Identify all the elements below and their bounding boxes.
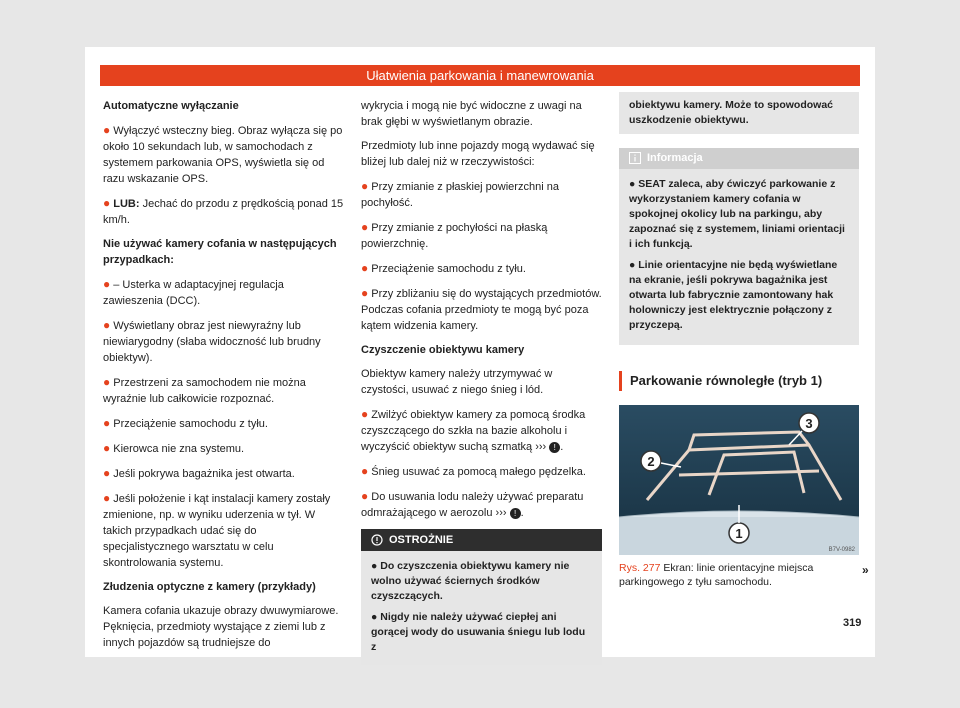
list-item: ● Do czyszczenia obiektywu kamery nie wolno używać ściernych środków czyszczących. [371, 560, 570, 602]
callout-2-label: 2 [647, 454, 655, 469]
bullet-icon: ● [103, 416, 111, 430]
bullet-icon: ● [103, 491, 111, 505]
caution-header: OSTROŻNIE [361, 529, 602, 551]
list-item: ● Przeciążenie samochodu z tyłu. [103, 416, 268, 430]
paragraph: Przedmioty lub inne pojazdy mogą wydawać się bliżej lub dalej niż w rzeczywistości: [361, 140, 595, 168]
callout-3-label: 3 [805, 416, 813, 431]
paragraph: wykrycia i mogą nie być widoczne z uwagi na brak głębi w wyświetlanym obrazie. [361, 100, 582, 128]
list-item: ● LUB: Jechać do przodu z prędkością ponad 15 km/h. [103, 196, 344, 226]
list-item: ● Przy zbliżaniu się do wystających przedmiotów. Podczas cofania przedmioty te mogą być poza kątem widzenia kamery. [361, 286, 602, 332]
page-number: 319 [843, 617, 862, 629]
list-item: ● Jeśli pokrywa bagażnika jest otwarta. [103, 466, 295, 480]
bullet-icon: ● [371, 560, 381, 572]
warning-ref-icon: ! [510, 508, 521, 519]
list-item: ● SEAT zaleca, aby ćwiczyć parkowanie z wykorzystaniem kamery cofania w spokojnej okolicy lub na parkingu, aby zapoznać się z systemem, liniami orientacji i ich funkcją. [629, 178, 845, 250]
caution-icon [371, 534, 383, 546]
list-item: ● Śnieg usuwać za pomocą małego pędzelka. [361, 464, 586, 478]
bullet-icon: ● [103, 441, 111, 455]
camera-figure [619, 405, 859, 555]
warning-ref-icon: ! [549, 442, 560, 453]
heading-auto-off: Automatyczne wyłączanie [103, 100, 239, 112]
bullet-icon: ● [361, 179, 369, 193]
column-2 [361, 98, 602, 665]
bullet-icon: ● [629, 259, 639, 271]
bullet-icon: ● [103, 277, 111, 291]
bullet-icon: ● [361, 489, 369, 503]
heading-cleaning: Czyszczenie obiektywu kamery [361, 344, 525, 356]
list-item: ● Wyłączyć wsteczny bieg. Obraz wyłącza się po około 10 sekundach lub, w samochodach z systemem parkowania OPS, wyświetla się od razu wskazanie OPS. [103, 123, 343, 185]
bullet-icon: ● [361, 220, 369, 234]
list-item: ● Wyświetlany obraz jest niewyraźny lub niewiarygodny (słaba widoczność lub brudny obiektyw). [103, 318, 321, 364]
page-header: Ułatwienia parkowania i manewrowania [100, 65, 860, 86]
bullet-icon: ● [103, 196, 111, 210]
bullet-icon: ● [629, 178, 639, 190]
list-item: ● Do usuwania lodu należy używać preparatu odmrażającego w aerozolu ››› ! . [361, 489, 584, 519]
continue-marker: » [862, 563, 869, 577]
bullet-icon: ● [103, 466, 111, 480]
bullet-icon: ● [361, 261, 369, 275]
list-item: ● Przestrzeni za samochodem nie można wyraźnie lub całkowicie rozpoznać. [103, 375, 306, 405]
paragraph-illusions: Kamera cofania ukazuje obrazy dwuwymiarowe. Pęknięcia, przedmioty wystające z ziemi lub z innych pojazdów są trudniejsze do [103, 605, 339, 649]
paragraph-cleaning: Obiektyw kamery należy utrzymywać w czystości, usuwać z niego śnieg i lód. [361, 368, 553, 396]
list-item: ● Linie orientacyjne nie będą wyświetlane na ekranie, jeśli pokrywa bagażnika jest otwarta lub fabrycznie zamontowany hak holowniczy jest elektrycznie połączony z przyczepą. [629, 259, 838, 331]
heading-do-not-use: Nie używać kamery cofania w następujących przypadkach: [103, 238, 337, 266]
bullet-icon: ● [361, 464, 369, 478]
list-item: ● Przeciążenie samochodu z tyłu. [361, 261, 526, 275]
parking-guidelines-illustration [619, 405, 859, 555]
list-item: ● – Usterka w adaptacyjnej regulacja zawieszenia (DCC). [103, 277, 284, 307]
figure-code: B7V-0982 [828, 547, 855, 553]
bullet-icon: ● [103, 375, 111, 389]
caution-box [361, 529, 602, 665]
figure-caption: Rys. 277 Ekran: linie orientacyjne miejsca parkingowego z tyłu samochodu. [619, 562, 814, 588]
column-3 [619, 94, 859, 589]
reference-link[interactable]: ››› [535, 441, 547, 453]
caution-continued: obiektywu kamery. Może to spowodować uszkodzenie obiektywu. [619, 92, 859, 134]
heading-illusions: Złudzenia optyczne z kamery (przykłady) [103, 581, 316, 593]
list-item: ● Przy zmianie z pochyłości na płaską powierzchnię. [361, 220, 548, 250]
callout-1-label: 1 [735, 526, 743, 541]
list-item: ● Przy zmianie z płaskiej powierzchni na pochyłość. [361, 179, 559, 209]
info-icon [629, 152, 641, 164]
list-item: ● Nigdy nie należy używać ciepłej ani gorącej wody do usuwania śniegu lub lodu z [371, 611, 586, 653]
bullet-icon: ● [103, 318, 111, 332]
info-header: Informacja [619, 148, 859, 169]
bullet-icon: ● [361, 286, 369, 300]
reference-link[interactable]: ››› [495, 507, 507, 519]
list-item: ● Jeśli położenie i kąt instalacji kamery zostały zmienione, np. w wyniku uderzenia w tył. W takich przypadkach udać się do specjalistycznego warsztatu w celu skontrolowania systemu. [103, 491, 331, 569]
caution-body [361, 551, 602, 665]
bullet-icon: ● [361, 407, 369, 421]
column-1 [103, 98, 345, 659]
info-box [619, 148, 859, 345]
bullet-icon: ● [103, 123, 111, 137]
info-body [619, 169, 859, 345]
list-item: ● Kierowca nie zna systemu. [103, 441, 245, 455]
list-item: ● Zwilżyć obiektyw kamery za pomocą środka czyszczącego do szkła na bazie alkoholu i wyczyścić obiektyw suchą szmatką ››› ! . [361, 407, 586, 453]
bullet-icon: ● [371, 611, 381, 623]
section-title: Parkowanie równoległe (tryb 1) [619, 371, 859, 391]
